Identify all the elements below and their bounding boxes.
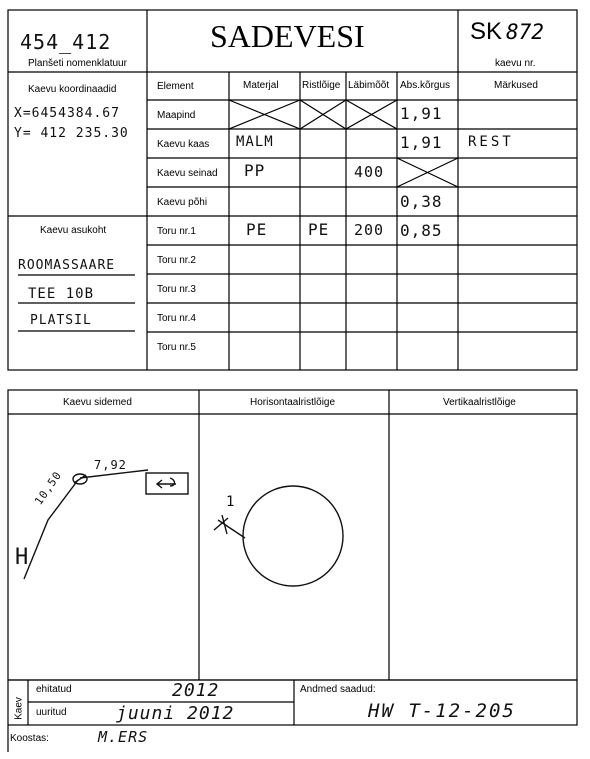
cell-maapind-abs: 1,91 — [400, 104, 443, 123]
cell-toru1-labimoot: 200 — [354, 221, 385, 239]
cell-toru1-materjal: PE — [246, 220, 268, 239]
cell-pohi-abs: 0,38 — [400, 192, 443, 211]
row-label-kaevu-kaas: Kaevu kaas — [157, 139, 210, 150]
col-header-abs: Abs.kõrgus — [400, 80, 451, 91]
built-label: ehitatud — [36, 684, 72, 695]
col-header-ristloige: Ristlõige — [302, 80, 341, 91]
data-source-label: Andmed saadud: — [300, 684, 376, 695]
cell-kaas-abs: 1,91 — [400, 133, 443, 152]
cell-kaas-materjal: MALM — [236, 134, 274, 150]
well-number-label: kaevu nr. — [495, 58, 536, 69]
location-line-1: ROOMASSAARE — [18, 258, 116, 273]
row-label-toru-3: Toru nr.3 — [157, 284, 196, 295]
section-horizontal-label: Horisontaalristlõige — [250, 397, 336, 408]
well-number-value: 872 — [506, 20, 544, 44]
row-label-maapind: Maapind — [157, 110, 196, 121]
cell-seinad-labimoot: 400 — [354, 163, 385, 181]
tie-distance-b: 7,92 — [94, 458, 127, 472]
section-vertical-label: Vertikaalristlõige — [443, 397, 516, 408]
well-number — [470, 18, 544, 46]
col-header-element: Element — [157, 81, 194, 92]
surveyed-value: juuni 2012 — [116, 703, 235, 724]
page-title: SADEVESI — [210, 18, 365, 54]
well-prefix: SK — [470, 18, 503, 45]
cell-seinad-materjal: PP — [244, 161, 266, 180]
row-label-toru-1: Toru nr.1 — [157, 226, 196, 237]
author-value: M.ERS — [98, 728, 149, 746]
cell-toru1-ristloige: PE — [308, 220, 330, 239]
kaev-label: Kaev — [13, 697, 25, 720]
row-label-kaevu-pohi: Kaevu põhi — [157, 197, 208, 208]
cell-toru1-abs: 0,85 — [400, 221, 443, 240]
row-label-toru-2: Toru nr.2 — [157, 255, 196, 266]
location-label: Kaevu asukoht — [40, 225, 107, 236]
built-value: 2012 — [172, 680, 220, 701]
coordinate-x: X=6454384.67 — [14, 106, 120, 121]
surveyed-label: uuritud — [36, 707, 67, 718]
pipe-number: 1 — [226, 494, 236, 510]
location-line-3: PLATSIL — [30, 313, 92, 328]
house-mark: H — [15, 545, 30, 570]
data-source-value: HW T-12-205 — [368, 700, 516, 722]
row-label-kaevu-seinad: Kaevu seinad — [157, 168, 218, 179]
coordinate-y: Y= 412 235.30 — [14, 126, 129, 141]
location-line-2: TEE 10B — [28, 286, 95, 302]
col-header-labimoot: Läbimõõt — [348, 80, 390, 91]
section-ties-label: Kaevu sidemed — [63, 397, 132, 408]
author-label: Koostas: — [10, 733, 49, 744]
col-header-materjal: Materjal — [243, 80, 279, 91]
nomenclature-label: Planšeti nomenklatuur — [28, 58, 127, 69]
row-label-toru-4: Toru nr.4 — [157, 313, 196, 324]
nomenclature-value: 454_412 — [20, 30, 112, 54]
col-header-markused: Märkused — [494, 80, 538, 91]
row-label-toru-5: Toru nr.5 — [157, 342, 196, 353]
coordinates-label: Kaevu koordinaadid — [28, 84, 117, 95]
tie-distance-a: 10,50 — [32, 468, 65, 508]
cell-kaas-markused: REST — [468, 134, 514, 150]
